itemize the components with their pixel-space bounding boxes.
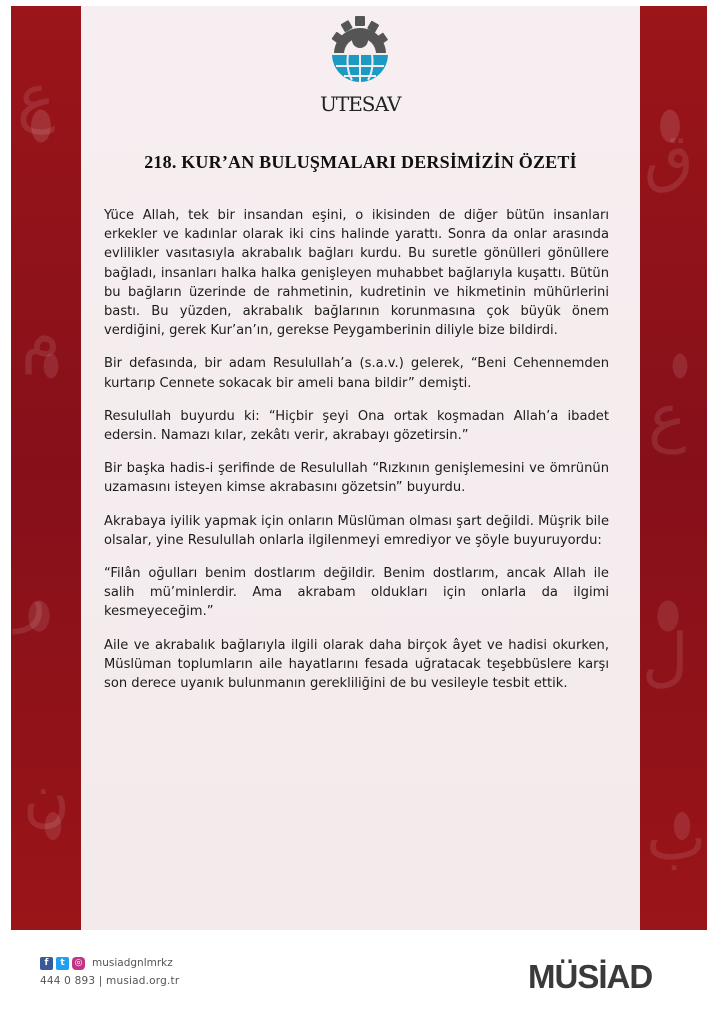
twitter-icon[interactable]: t: [56, 957, 69, 970]
calligraphy-ornament: ق: [644, 121, 694, 195]
musiad-wordmark-icon: [528, 955, 688, 995]
paragraph: Aile ve akrabalık bağlarıyla ilgili olarak daha birçok âyet ve hadisi okurken, Müslüman toplumların aile hayatlarını fesada uğratacak teşebbüslere karşı son derece uyanık bulunmanın gerekliliğini de bu vesileyle tesbit ettik.: [104, 637, 609, 692]
calligraphy-ornament: ع: [648, 381, 687, 455]
brand-name: UTESAV: [320, 92, 401, 116]
musiad-logo: [528, 955, 688, 995]
footer-contact: [40, 956, 240, 987]
paragraph: “Filân oğulları benim dostlarım değildir. Benim dostlarım, ancak Allah ile salih mü’minlerdir. Ama akrabam oldukları için onlarla da ilgimi kesmeyeceğim.”: [104, 566, 609, 620]
paragraph: Resulullah buyurdu ki: “Hiçbir şeyi Ona ortak koşmadan Allah’a ibadet edersin. Namazı kılar, zekâtı verir, akrabayı gözetirsin.”: [104, 408, 609, 444]
decorative-border-right: [640, 6, 707, 930]
calligraphy-ornament: م: [21, 301, 61, 375]
musiad-wordmark: MÜSİAD: [528, 958, 653, 995]
paragraph: Bir defasında, bir adam Resulullah’a (s.a.v.) gelerek, “Beni Cehennemden kurtarıp Cennete sokacak bir ameli bana bildir” demişti.: [104, 356, 609, 391]
paragraph: Akrabaya iyilik yapmak için onların Müslüman olması şart değildi. Müşrik bile olsalar, yine Resulullah onlarla ilgilenmeyi emrediyor ve şöyle buyuruyordu:: [104, 513, 609, 548]
calligraphy-ornament: ب: [646, 801, 707, 875]
facebook-icon[interactable]: f: [40, 957, 53, 970]
globe-gear-icon: [320, 14, 400, 92]
calligraphy-ornament: ل: [642, 621, 689, 695]
instagram-icon[interactable]: ◎: [72, 957, 85, 970]
paragraph: Bir başka hadis-i şerifinde de Resulullah “Rızkının genişlemesini ve ömrünün uzamasını isteyen kimse akrabasını gözetsin” buyurdu.: [104, 461, 609, 496]
contact-line: 444 0 893 | musiad.org.tr: [40, 975, 180, 987]
calligraphy-ornament: ن: [23, 761, 70, 835]
calligraphy-ornament: ع: [17, 61, 56, 135]
document-title: 218. KUR’AN BULUŞMALARI DERSİMİZİN ÖZETİ: [144, 152, 577, 172]
calligraphy-ornament: ر: [15, 561, 46, 635]
social-handle: musiadgnlmrkz: [92, 957, 173, 969]
decorative-border-left: [11, 6, 81, 930]
document-body: [104, 206, 609, 707]
utesav-logo: [320, 14, 400, 124]
paragraph: Yüce Allah, tek bir insandan eşini, o ikisinden de diğer bütün insanları erkekler ve kadınlar olarak iki cins halinde yarattı. Sonra da onlar arasında evlilikler vasıtasıyla akrabalık bağları kurdu. Bu suretle gönülleri gönüllere bağladı, insanları halka halka genişleyen muhabbet bağlarıyla kuşattı. Bütün bu bağların üzerinde de rahmetinin, kudretinin ve hikmetinin mühürlerini bastı. Bu yüzden, akrabalık bağlarının korunmasına çok büyük önem verdiğini, gerek Kur’an’ın, gerekse Peygamberinin diliyle bize bildirdi.: [104, 208, 609, 339]
social-row: [40, 956, 240, 970]
